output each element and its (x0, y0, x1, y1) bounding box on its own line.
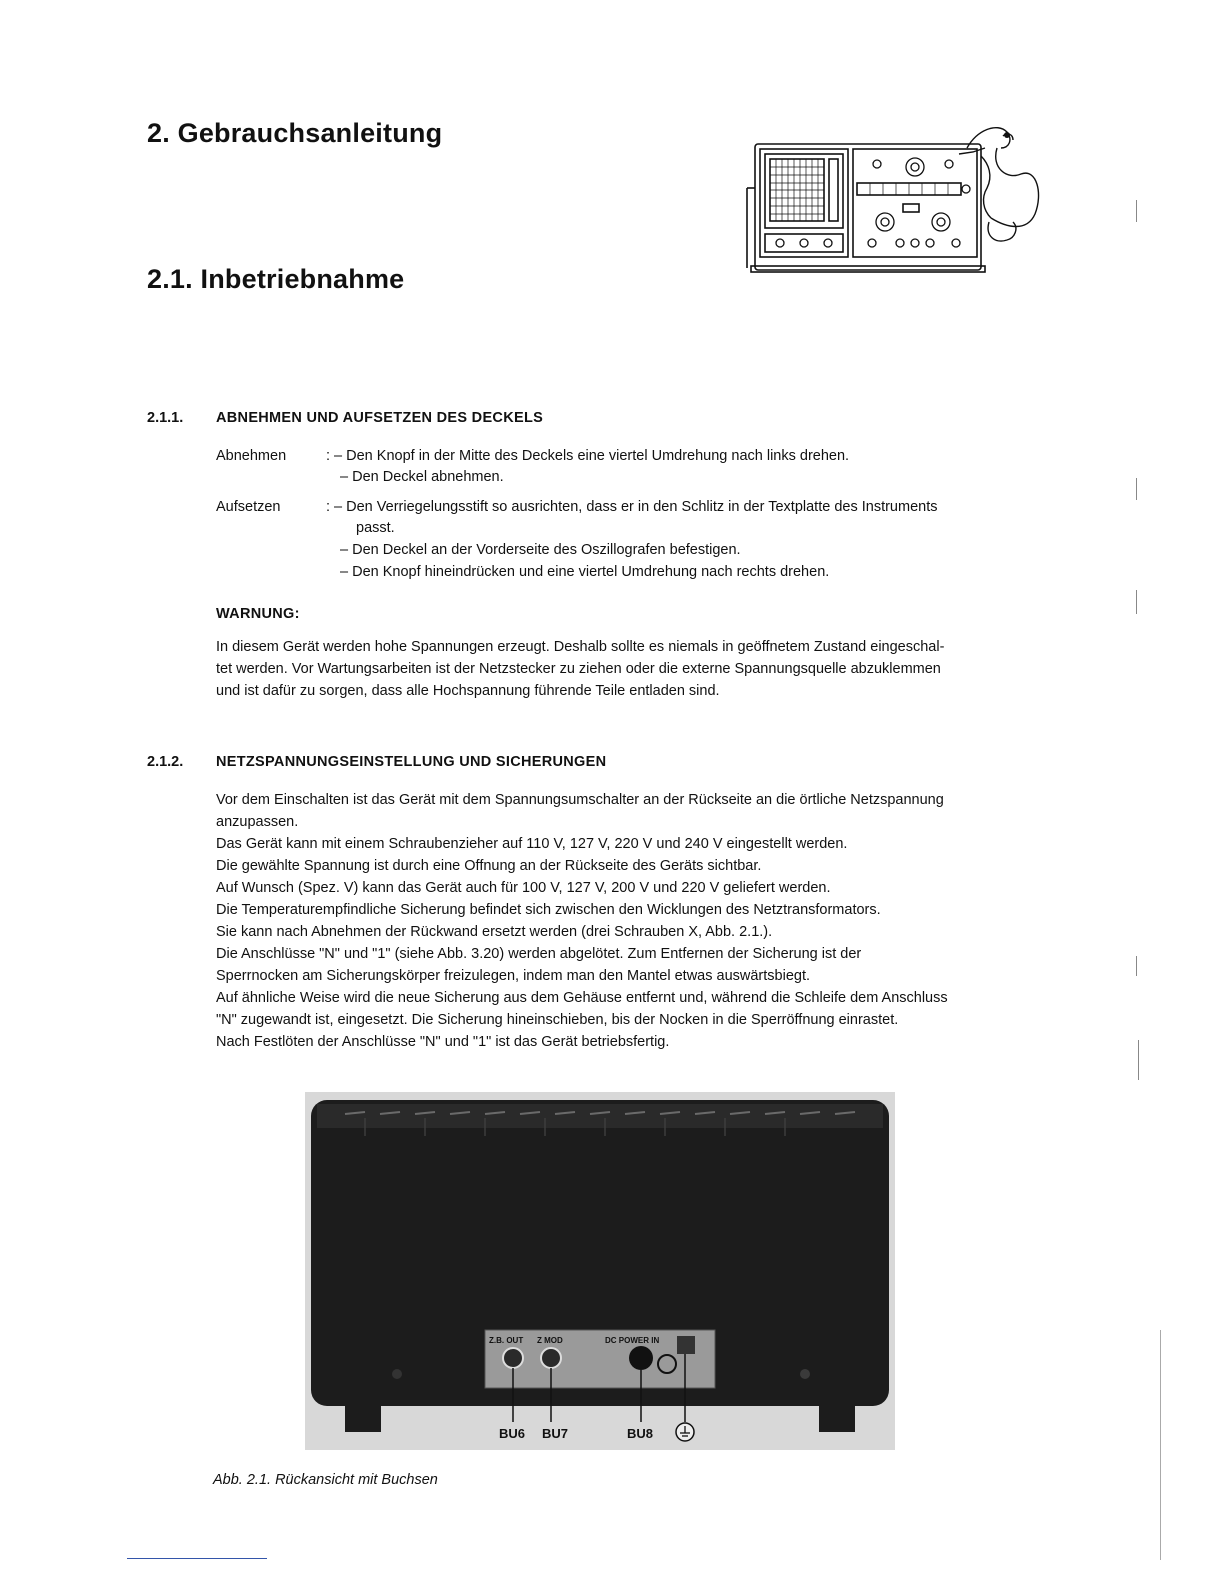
warning-line: und ist dafür zu sorgen, dass alle Hochspannung führende Teile entladen sind. (216, 683, 720, 699)
body-line: Das Gerät kann mit einem Schraubenzieher auf 110 V, 127 V, 220 V und 240 V eingestellt werden. (216, 836, 848, 852)
scan-mark (1136, 590, 1137, 614)
section-number-211: 2.1.1. (147, 410, 184, 426)
abnehmen-step: : – Den Knopf in der Mitte des Deckels eine viertel Umdrehung nach links drehen. (326, 448, 850, 464)
body-line: anzupassen. (216, 814, 299, 830)
aufsetzen-step: – Den Knopf hineindrücken und eine viertel Umdrehung nach rechts drehen. (340, 564, 830, 580)
abnehmen-step: – Den Deckel abnehmen. (340, 469, 504, 485)
body-line: Sie kann nach Abnehmen der Rückwand ersetzt werden (drei Schrauben X, Abb. 2.1.). (216, 924, 773, 940)
section-212-body (216, 789, 948, 1053)
section-title-212: NETZSPANNUNGSEINSTELLUNG UND SICHERUNGEN (216, 754, 607, 770)
warning-line: In diesem Gerät werden hohe Spannungen erzeugt. Deshalb sollte es niemals in geöffnetem Zustand eingeschal- (216, 639, 945, 655)
scan-mark (1136, 956, 1137, 976)
section-number-212: 2.1.2. (147, 754, 184, 770)
section-heading: 2.1. Inbetriebnahme (147, 264, 405, 294)
connector-label-bu6: BU6 (499, 1426, 526, 1441)
aufsetzen-step: passt. (356, 520, 395, 536)
scan-mark (1138, 1040, 1139, 1080)
body-line: Die gewählte Spannung ist durch eine Offnung an der Rückseite des Geräts sichtbar. (216, 858, 762, 874)
connector-label-bu7: BU7 (542, 1426, 569, 1441)
body-line: Auf Wunsch (Spez. V) kann das Gerät auch für 100 V, 127 V, 200 V und 220 V geliefert werden. (216, 880, 831, 896)
scan-mark (1136, 478, 1137, 500)
scan-mark (1160, 1330, 1161, 1560)
footnote-rule (127, 1558, 267, 1559)
rear-view-photo (305, 1092, 895, 1450)
panel-label: Z MOD (537, 1336, 563, 1345)
warning-title: WARNUNG: (216, 606, 300, 622)
oscilloscope-illustration (745, 118, 1045, 278)
body-line: Sperrnocken am Sicherungskörper freizulegen, indem man den Mantel etwas auswärtsbiegt. (216, 968, 811, 984)
connector-label-bu8: BU8 (627, 1426, 654, 1441)
warning-line: tet werden. Vor Wartungsarbeiten ist der Netzstecker zu ziehen oder die externe Spannungsquelle abzuklemmen (216, 661, 941, 677)
aufsetzen-label: Aufsetzen (216, 499, 281, 515)
body-line: Nach Festlöten der Anschlüsse "N" und "1" ist das Gerät betriebsfertig. (216, 1034, 670, 1050)
body-line: Die Anschlüsse "N" und "1" (siehe Abb. 3.20) werden abgelötet. Zum Entfernen der Sicherung ist der (216, 946, 862, 962)
aufsetzen-step: : – Den Verriegelungsstift so ausrichten, dass er in den Schlitz in der Textplatte des Instruments (326, 499, 938, 515)
abnehmen-label: Abnehmen (216, 448, 287, 464)
body-line: Die Temperaturempfindliche Sicherung befindet sich zwischen den Wicklungen des Netztransformators. (216, 902, 881, 918)
aufsetzen-step: – Den Deckel an der Vorderseite des Oszillografen befestigen. (340, 542, 741, 558)
panel-label: DC POWER IN (605, 1336, 660, 1345)
body-line: Auf ähnliche Weise wird die neue Sicherung aus dem Gehäuse entfernt und, während die Schleife dem Anschluss (216, 990, 948, 1006)
body-line: Vor dem Einschalten ist das Gerät mit dem Spannungsumschalter an der Rückseite an die örtliche Netzspannung (216, 792, 944, 808)
section-title-211: ABNEHMEN UND AUFSETZEN DES DECKELS (216, 410, 544, 426)
figure-caption: Abb. 2.1. Rückansicht mit Buchsen (213, 1472, 438, 1488)
body-line: "N" zugewandt ist, eingesetzt. Die Sicherung hineinschieben, bis der Nocken in die Sperröffnung einrastet. (216, 1012, 899, 1028)
scan-mark (1136, 200, 1137, 222)
chapter-heading: 2. Gebrauchsanleitung (147, 118, 443, 148)
panel-label: Z.B. OUT (489, 1336, 524, 1345)
warning-text (216, 636, 944, 702)
